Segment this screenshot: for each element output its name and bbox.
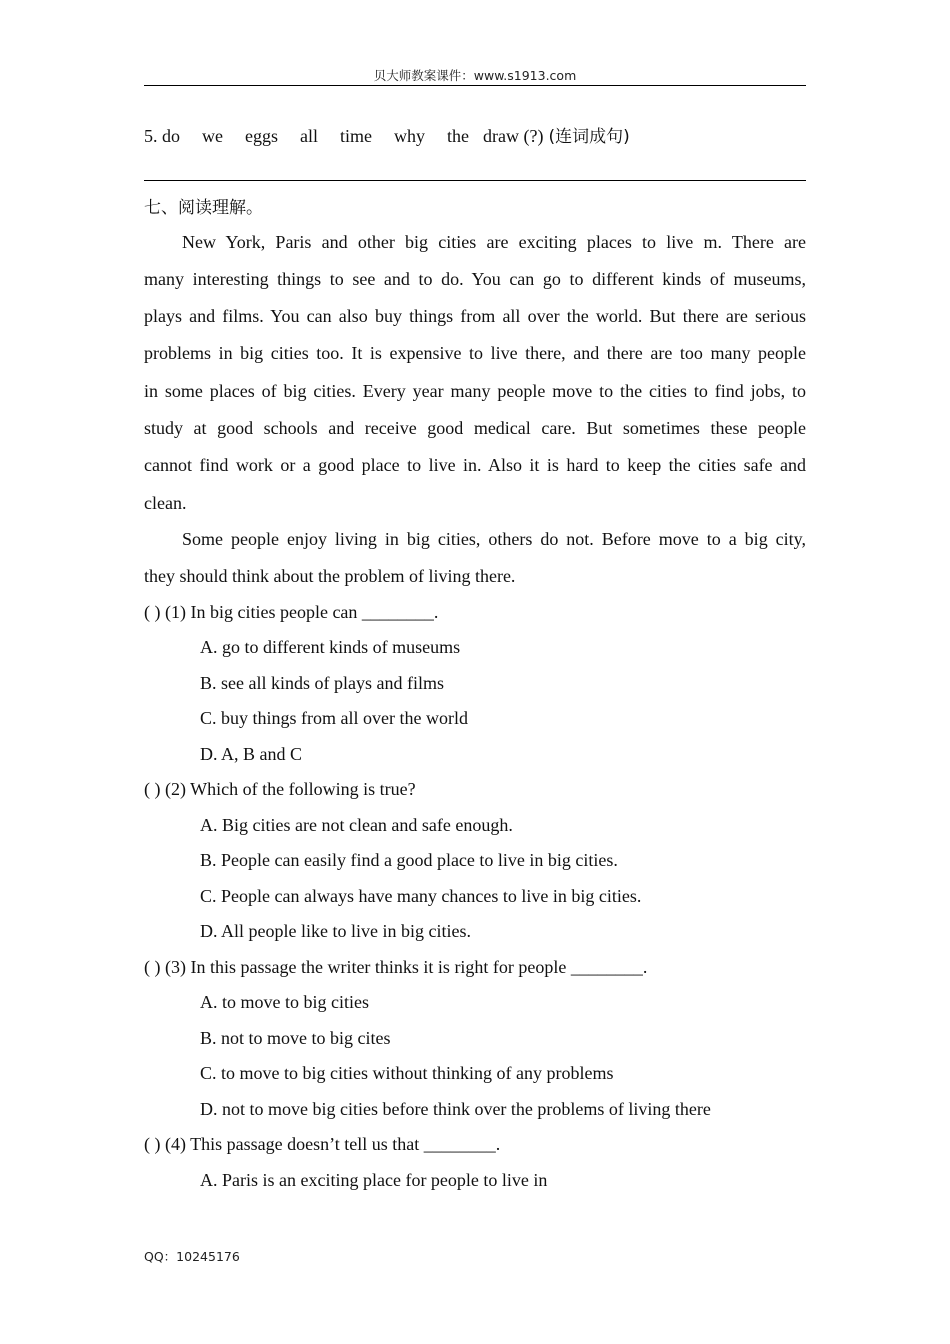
passage-line: cannot find work or a good place to live in. Also it is hard to keep the cities safe and	[144, 455, 806, 475]
question-option: B. not to move to big cites	[200, 1028, 391, 1048]
question-stem: ( ) (1) In big cities people can ________.	[144, 602, 439, 622]
question-option: A. Paris is an exciting place for people to live in	[200, 1170, 548, 1190]
answer-blank-line[interactable]	[144, 180, 806, 181]
question-option: C. People can always have many chances to live in big cities.	[200, 886, 642, 906]
q5-instruction: (连词成句)	[548, 127, 630, 147]
question-option: A. Big cities are not clean and safe enough.	[200, 815, 513, 835]
question-option: D. not to move big cities before think over the problems of living there	[200, 1099, 711, 1119]
q5-word: we	[202, 126, 223, 146]
passage-line: in some places of big cities. Every year many people move to the cities to find jobs, to	[144, 381, 806, 401]
passage-line: New York, Paris and other big cities are exciting places to live m. There are	[182, 232, 806, 252]
question-option: D. All people like to live in big cities.	[200, 921, 471, 941]
question-stem: ( ) (2) Which of the following is true?	[144, 779, 416, 799]
question-5	[144, 124, 806, 149]
question-option: B. People can easily find a good place to live in big cities.	[200, 850, 618, 870]
q5-word: time	[340, 126, 372, 146]
passage-line: plays and films. You can also buy things from all over the world. But there are serious	[144, 306, 806, 326]
question-option: B. see all kinds of plays and films	[200, 673, 444, 693]
question-option: C. buy things from all over the world	[200, 708, 468, 728]
q5-number: 5. do	[144, 126, 180, 146]
passage-line: clean.	[144, 493, 187, 513]
question-option: A. go to different kinds of museums	[200, 637, 461, 657]
header-divider	[144, 85, 806, 86]
section-title: 七、阅读理解。	[144, 198, 263, 218]
question-option: A. to move to big cities	[200, 992, 369, 1012]
q5-word: all	[300, 126, 318, 146]
passage-line: problems in big cities too. It is expensive to live there, and there are too many people	[144, 343, 806, 363]
passage-line: Some people enjoy living in big cities, others do not. Before move to a big city,	[182, 529, 806, 549]
passage-line: many interesting things to see and to do. You can go to different kinds of museums,	[144, 269, 806, 289]
q5-word: the	[447, 126, 469, 146]
passage-line: study at good schools and receive good medical care. But sometimes these people	[144, 418, 806, 438]
q5-word: why	[394, 126, 425, 146]
passage-line: they should think about the problem of living there.	[144, 566, 516, 586]
page-footer: QQ：10245176	[144, 1249, 240, 1264]
q5-word: eggs	[245, 126, 278, 146]
page-header: 贝大师教案课件：www.s1913.com	[373, 68, 577, 83]
q5-word: draw (?)	[483, 126, 544, 146]
question-stem: ( ) (3) In this passage the writer thinks it is right for people ________.	[144, 957, 648, 977]
question-option: C. to move to big cities without thinking of any problems	[200, 1063, 614, 1083]
question-stem: ( ) (4) This passage doesn’t tell us that ________.	[144, 1134, 501, 1154]
question-option: D. A, B and C	[200, 744, 303, 764]
